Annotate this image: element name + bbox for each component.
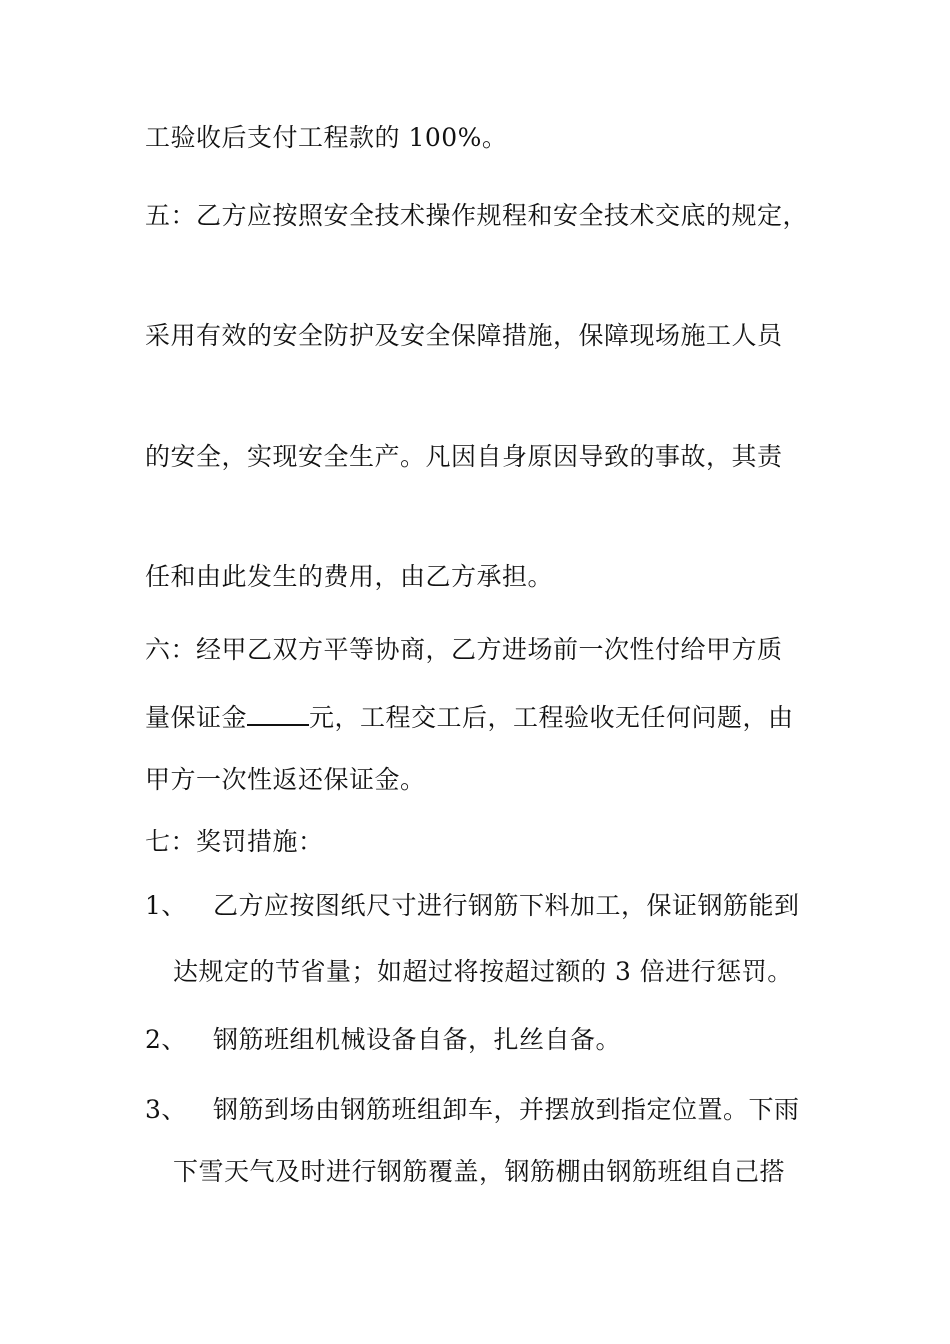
- text-line: 的安全，实现安全生产。凡因自身原因导致的事故，其责: [145, 442, 783, 471]
- text-line-section-5: 五：乙方应按照安全技术操作规程和安全技术交底的规定，: [145, 201, 809, 230]
- deposit-line: [145, 702, 794, 734]
- text-line: 采用有效的安全防护及安全保障措施，保障现场施工人员: [145, 321, 783, 350]
- list-item-number: 3、: [145, 1095, 187, 1124]
- text-line-section-7: 七：奖罚措施：: [145, 827, 324, 856]
- list-item-number: 2、: [145, 1025, 187, 1054]
- list-item-2: [145, 1024, 621, 1056]
- list-item-1: [145, 890, 800, 922]
- list-item-text: 钢筋到场由钢筋班组卸车，并摆放到指定位置。下雨: [213, 1095, 800, 1124]
- text-line: 任和由此发生的费用，由乙方承担。: [145, 562, 554, 591]
- text-line-section-6: 六：经甲乙双方平等协商，乙方进场前一次性付给甲方质: [145, 635, 783, 664]
- deposit-text-after: 元，工程交工后，工程验收无任何问题，由: [309, 703, 794, 732]
- text-line: 工验收后支付工程款的 100%。: [145, 123, 508, 152]
- deposit-amount-blank: [247, 704, 309, 726]
- text-line: 甲方一次性返还保证金。: [145, 765, 426, 794]
- list-item-3: [145, 1094, 800, 1126]
- list-item-3-continuation: 下雪天气及时进行钢筋覆盖，钢筋棚由钢筋班组自己搭: [173, 1157, 786, 1186]
- deposit-text-before: 量保证金: [145, 703, 248, 732]
- list-item-1-continuation: 达规定的节省量；如超过将按超过额的 3 倍进行惩罚。: [173, 957, 793, 986]
- list-item-text: 钢筋班组机械设备自备，扎丝自备。: [213, 1025, 622, 1054]
- list-item-text: 乙方应按图纸尺寸进行钢筋下料加工，保证钢筋能到: [213, 891, 800, 920]
- list-item-number: 1、: [145, 891, 187, 920]
